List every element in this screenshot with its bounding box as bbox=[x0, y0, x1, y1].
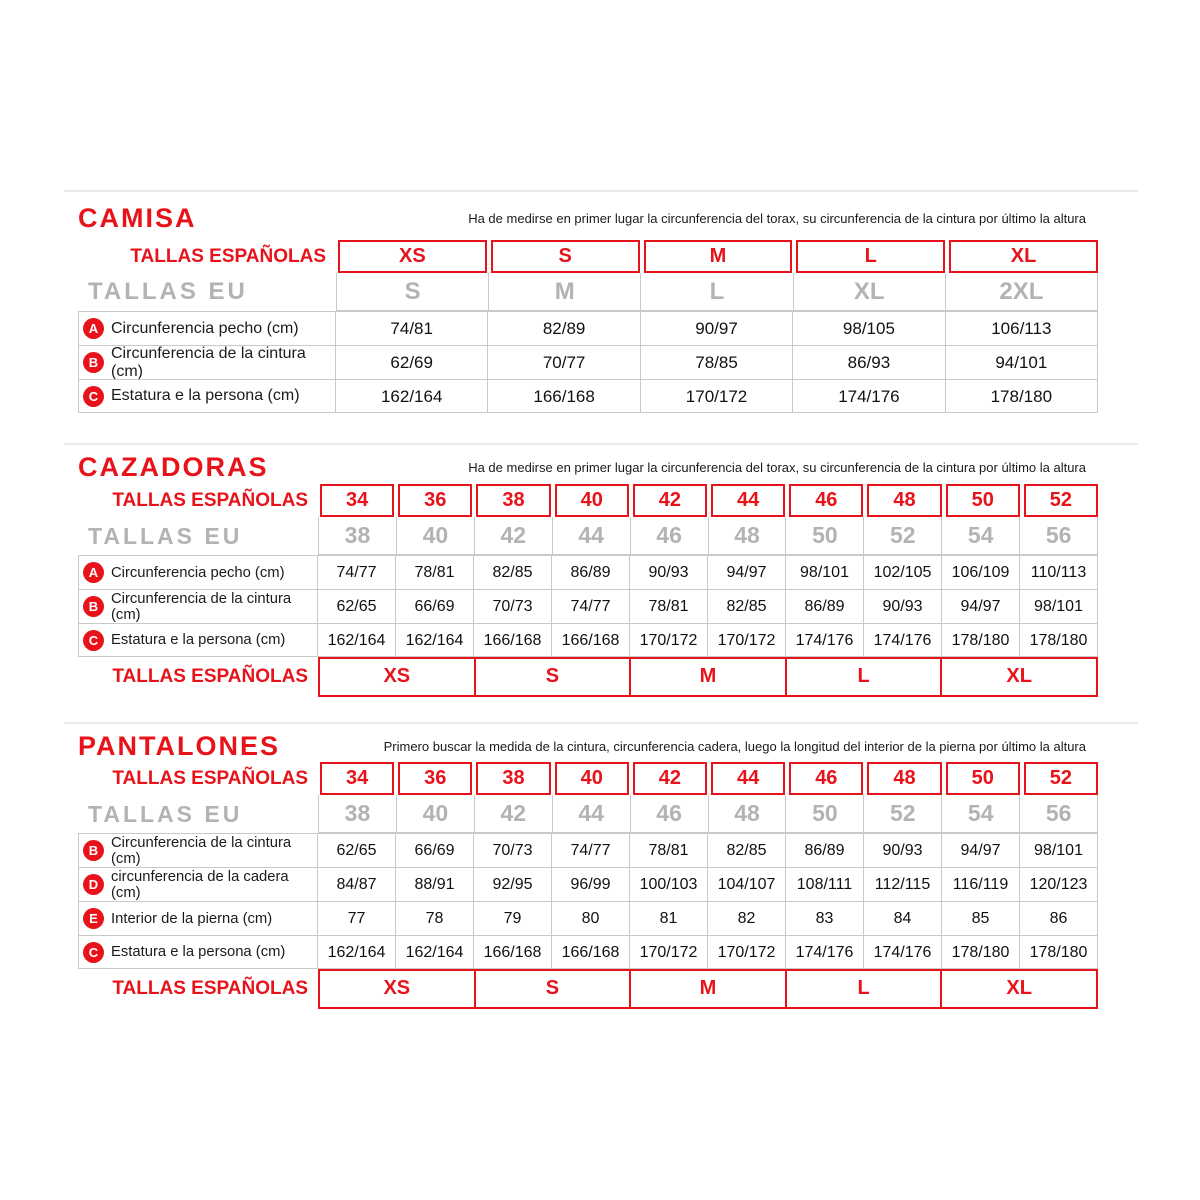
measure-label-text: Interior de la pierna (cm) bbox=[111, 910, 273, 927]
badge-c-icon: C bbox=[83, 942, 104, 963]
badge-b-icon: B bbox=[83, 352, 104, 373]
es-size-cell: 40 bbox=[555, 762, 629, 795]
eu-size-cell: 50 bbox=[786, 795, 864, 833]
letter-sizes-row bbox=[78, 657, 1098, 697]
es-size-cell: 42 bbox=[633, 484, 707, 517]
measure-value-cell: 102/105 bbox=[864, 555, 942, 589]
measure-value-cell: 62/69 bbox=[336, 345, 488, 379]
measure-value-cell: 86/89 bbox=[786, 833, 864, 867]
eu-size-cell: 46 bbox=[631, 795, 709, 833]
es-size-cell: 50 bbox=[946, 762, 1020, 795]
measure-value-cell: 90/93 bbox=[864, 589, 942, 623]
measure-value-cell: 96/99 bbox=[552, 867, 630, 901]
eu-size-cell: XL bbox=[794, 273, 946, 311]
eu-sizes-row bbox=[78, 517, 1098, 555]
measure-value-cell: 98/105 bbox=[793, 311, 945, 345]
eu-sizes-label: TALLAS EU bbox=[88, 278, 248, 305]
eu-size-cell: 38 bbox=[318, 795, 397, 833]
measure-value-cell: 88/91 bbox=[396, 867, 474, 901]
measure-value-cell: 170/172 bbox=[708, 935, 786, 969]
measure-label-text: Estatura e la persona (cm) bbox=[111, 944, 286, 960]
measure-value-cell: 162/164 bbox=[396, 623, 474, 657]
measure-row-label bbox=[78, 901, 318, 935]
eu-size-cell: 56 bbox=[1020, 517, 1098, 555]
measure-value-cell: 74/81 bbox=[336, 311, 488, 345]
measure-value-cell: 66/69 bbox=[396, 833, 474, 867]
es-size-cell: 36 bbox=[398, 484, 472, 517]
measure-value-cell: 85 bbox=[942, 901, 1020, 935]
spanish-sizes-label: TALLAS ESPAÑOLAS bbox=[112, 666, 308, 687]
measure-value-cell: 174/176 bbox=[786, 623, 864, 657]
measure-value-cell: 98/101 bbox=[1020, 589, 1098, 623]
badge-d-icon: D bbox=[83, 874, 104, 895]
measure-value-cell: 70/77 bbox=[488, 345, 640, 379]
es-size-cell: 50 bbox=[946, 484, 1020, 517]
measure-row bbox=[78, 311, 1098, 345]
eu-size-cell: 50 bbox=[786, 517, 864, 555]
measure-label-text: Circunferencia de la cintura (cm) bbox=[111, 834, 292, 867]
section-divider bbox=[64, 722, 1138, 724]
measure-value-cell: 120/123 bbox=[1020, 867, 1098, 901]
measure-value-cell: 84/87 bbox=[318, 867, 396, 901]
es-size-cell: 44 bbox=[711, 484, 785, 517]
measure-value-cell: 82/85 bbox=[474, 555, 552, 589]
section-description: Primero buscar la medida de la cintura, circunferencia cadera, luego la longitud del interior de la pierna por último la altura bbox=[383, 739, 1086, 754]
letter-size-cell: XL bbox=[940, 657, 1098, 697]
measure-value-cell: 170/172 bbox=[630, 935, 708, 969]
section-header-pantalones bbox=[78, 731, 1098, 762]
badge-a-icon: A bbox=[83, 318, 104, 339]
eu-sizes-row bbox=[78, 273, 1098, 311]
eu-size-cell: 52 bbox=[864, 517, 942, 555]
es-size-cell: S bbox=[491, 240, 640, 273]
measure-value-cell: 86/89 bbox=[552, 555, 630, 589]
measure-value-cell: 78/85 bbox=[641, 345, 793, 379]
section-header-camisa bbox=[78, 203, 1098, 234]
eu-size-cell: 54 bbox=[942, 795, 1020, 833]
measure-value-cell: 178/180 bbox=[1020, 623, 1098, 657]
eu-size-cell: 42 bbox=[475, 517, 553, 555]
eu-size-cell: L bbox=[641, 273, 793, 311]
eu-size-cell: 42 bbox=[475, 795, 553, 833]
measure-row-label bbox=[78, 589, 318, 623]
eu-size-cell: S bbox=[336, 273, 489, 311]
measure-value-cell: 104/107 bbox=[708, 867, 786, 901]
measure-row-label bbox=[78, 867, 318, 901]
eu-size-cell: 44 bbox=[553, 795, 631, 833]
measure-value-cell: 178/180 bbox=[946, 379, 1098, 413]
measure-row bbox=[78, 555, 1098, 589]
eu-size-cell: 38 bbox=[318, 517, 397, 555]
measure-value-cell: 98/101 bbox=[786, 555, 864, 589]
measure-value-cell: 82/85 bbox=[708, 833, 786, 867]
measure-value-cell: 174/176 bbox=[793, 379, 945, 413]
measure-row bbox=[78, 379, 1098, 413]
measure-value-cell: 112/115 bbox=[864, 867, 942, 901]
es-size-cell: 38 bbox=[476, 762, 550, 795]
measure-value-cell: 70/73 bbox=[474, 589, 552, 623]
measure-value-cell: 178/180 bbox=[1020, 935, 1098, 969]
badge-c-icon: C bbox=[83, 630, 104, 651]
measure-value-cell: 90/93 bbox=[630, 555, 708, 589]
measure-value-cell: 162/164 bbox=[336, 379, 488, 413]
measure-value-cell: 106/109 bbox=[942, 555, 1020, 589]
es-size-cell: 34 bbox=[320, 762, 394, 795]
size-table-camisa bbox=[78, 240, 1098, 413]
spanish-sizes-row bbox=[78, 484, 1098, 517]
letter-size-cell: S bbox=[474, 657, 632, 697]
eu-sizes-label: TALLAS EU bbox=[88, 801, 243, 827]
section-title: PANTALONES bbox=[78, 731, 280, 761]
es-size-cell: XS bbox=[338, 240, 487, 273]
badge-e-icon: E bbox=[83, 908, 104, 929]
letter-size-cell: XS bbox=[318, 969, 476, 1009]
measure-value-cell: 94/101 bbox=[946, 345, 1098, 379]
measure-value-cell: 162/164 bbox=[318, 623, 396, 657]
letter-size-cell: M bbox=[629, 657, 787, 697]
eu-size-cell: 44 bbox=[553, 517, 631, 555]
measure-value-cell: 166/168 bbox=[474, 935, 552, 969]
measure-value-cell: 66/69 bbox=[396, 589, 474, 623]
es-size-cell: 34 bbox=[320, 484, 394, 517]
measure-value-cell: 162/164 bbox=[318, 935, 396, 969]
measure-value-cell: 100/103 bbox=[630, 867, 708, 901]
measure-value-cell: 166/168 bbox=[552, 623, 630, 657]
letter-size-cell: XS bbox=[318, 657, 476, 697]
measure-row bbox=[78, 345, 1098, 379]
letter-size-cell: M bbox=[629, 969, 787, 1009]
eu-size-cell: 54 bbox=[942, 517, 1020, 555]
measure-label-text: Estatura e la persona (cm) bbox=[111, 387, 300, 404]
section-title: CAZADORAS bbox=[78, 452, 269, 482]
measure-value-cell: 74/77 bbox=[552, 589, 630, 623]
measure-value-cell: 78 bbox=[396, 901, 474, 935]
measure-value-cell: 166/168 bbox=[552, 935, 630, 969]
measure-value-cell: 90/93 bbox=[864, 833, 942, 867]
es-size-cell: 52 bbox=[1024, 762, 1098, 795]
measure-value-cell: 178/180 bbox=[942, 935, 1020, 969]
spanish-sizes-label: TALLAS ESPAÑOLAS bbox=[112, 768, 308, 789]
es-size-cell: 48 bbox=[867, 762, 941, 795]
eu-size-cell: 52 bbox=[864, 795, 942, 833]
measure-value-cell: 94/97 bbox=[942, 833, 1020, 867]
section-description: Ha de medirse en primer lugar la circunferencia del torax, su circunferencia de la cintura por último la altura bbox=[468, 211, 1086, 226]
measure-value-cell: 86 bbox=[1020, 901, 1098, 935]
measure-label-text: Estatura e la persona (cm) bbox=[111, 632, 286, 648]
badge-b-icon: B bbox=[83, 596, 104, 617]
measure-row-label bbox=[78, 833, 318, 867]
eu-size-cell: M bbox=[489, 273, 641, 311]
size-table-cazadoras bbox=[78, 484, 1098, 697]
section-divider bbox=[64, 443, 1138, 445]
badge-a-icon: A bbox=[83, 562, 104, 583]
measure-value-cell: 108/111 bbox=[786, 867, 864, 901]
measure-value-cell: 78/81 bbox=[396, 555, 474, 589]
measure-label-text: Circunferencia de la cintura (cm) bbox=[111, 590, 292, 623]
eu-size-cell: 48 bbox=[709, 517, 787, 555]
es-size-cell: 38 bbox=[476, 484, 550, 517]
eu-size-cell: 40 bbox=[397, 795, 475, 833]
measure-value-cell: 170/172 bbox=[708, 623, 786, 657]
spanish-sizes-label: TALLAS ESPAÑOLAS bbox=[130, 246, 326, 267]
measure-value-cell: 82/89 bbox=[488, 311, 640, 345]
size-table-pantalones bbox=[78, 762, 1098, 1009]
measure-value-cell: 77 bbox=[318, 901, 396, 935]
measure-value-cell: 98/101 bbox=[1020, 833, 1098, 867]
measure-value-cell: 178/180 bbox=[942, 623, 1020, 657]
measure-value-cell: 78/81 bbox=[630, 589, 708, 623]
measure-row bbox=[78, 867, 1098, 901]
measure-label-text: Circunferencia pecho (cm) bbox=[111, 319, 299, 337]
measure-value-cell: 90/97 bbox=[641, 311, 793, 345]
measure-value-cell: 106/113 bbox=[946, 311, 1098, 345]
measure-row-label bbox=[78, 555, 318, 589]
measure-value-cell: 86/89 bbox=[786, 589, 864, 623]
eu-sizes-row bbox=[78, 795, 1098, 833]
eu-sizes-label: TALLAS EU bbox=[88, 523, 243, 549]
letter-size-cell: L bbox=[785, 657, 943, 697]
spanish-sizes-row bbox=[78, 240, 1098, 273]
measure-value-cell: 86/93 bbox=[793, 345, 945, 379]
es-size-cell: 36 bbox=[398, 762, 472, 795]
measure-value-cell: 174/176 bbox=[786, 935, 864, 969]
measure-label-text: Circunferencia pecho (cm) bbox=[111, 564, 285, 581]
es-size-cell: L bbox=[796, 240, 945, 273]
spanish-sizes-label: TALLAS ESPAÑOLAS bbox=[112, 978, 308, 999]
eu-size-cell: 40 bbox=[397, 517, 475, 555]
eu-size-cell: 46 bbox=[631, 517, 709, 555]
es-size-cell: 42 bbox=[633, 762, 707, 795]
section-title: CAMISA bbox=[78, 203, 197, 233]
measure-row-label bbox=[78, 623, 318, 657]
measure-value-cell: 94/97 bbox=[942, 589, 1020, 623]
measure-row bbox=[78, 901, 1098, 935]
measure-value-cell: 70/73 bbox=[474, 833, 552, 867]
letter-size-cell: XL bbox=[940, 969, 1098, 1009]
measure-value-cell: 92/95 bbox=[474, 867, 552, 901]
es-size-cell: 46 bbox=[789, 762, 863, 795]
measure-row bbox=[78, 623, 1098, 657]
measure-row bbox=[78, 935, 1098, 969]
measure-value-cell: 162/164 bbox=[396, 935, 474, 969]
es-size-cell: M bbox=[644, 240, 793, 273]
badge-b-icon: B bbox=[83, 840, 104, 861]
measure-value-cell: 84 bbox=[864, 901, 942, 935]
measure-value-cell: 62/65 bbox=[318, 833, 396, 867]
measure-value-cell: 80 bbox=[552, 901, 630, 935]
measure-value-cell: 166/168 bbox=[474, 623, 552, 657]
measure-value-cell: 116/119 bbox=[942, 867, 1020, 901]
eu-size-cell: 48 bbox=[709, 795, 787, 833]
measure-value-cell: 170/172 bbox=[641, 379, 793, 413]
measure-value-cell: 82/85 bbox=[708, 589, 786, 623]
es-size-cell: 44 bbox=[711, 762, 785, 795]
eu-size-cell: 56 bbox=[1020, 795, 1098, 833]
spanish-sizes-label: TALLAS ESPAÑOLAS bbox=[112, 490, 308, 511]
measure-label-text: circunferencia de la cadera (cm) bbox=[111, 868, 289, 901]
measure-row-label bbox=[78, 311, 336, 345]
measure-value-cell: 62/65 bbox=[318, 589, 396, 623]
section-divider bbox=[64, 190, 1138, 192]
spanish-sizes-row bbox=[78, 762, 1098, 795]
measure-value-cell: 82 bbox=[708, 901, 786, 935]
letter-sizes-row bbox=[78, 969, 1098, 1009]
measure-value-cell: 83 bbox=[786, 901, 864, 935]
measure-row-label bbox=[78, 345, 336, 379]
measure-value-cell: 110/113 bbox=[1020, 555, 1098, 589]
es-size-cell: 40 bbox=[555, 484, 629, 517]
measure-value-cell: 94/97 bbox=[708, 555, 786, 589]
measure-value-cell: 81 bbox=[630, 901, 708, 935]
measure-value-cell: 170/172 bbox=[630, 623, 708, 657]
letter-size-cell: S bbox=[474, 969, 632, 1009]
es-size-cell: 46 bbox=[789, 484, 863, 517]
measure-value-cell: 78/81 bbox=[630, 833, 708, 867]
measure-row bbox=[78, 833, 1098, 867]
measure-value-cell: 174/176 bbox=[864, 935, 942, 969]
measure-row-label bbox=[78, 379, 336, 413]
badge-c-icon: C bbox=[83, 386, 104, 407]
measure-value-cell: 174/176 bbox=[864, 623, 942, 657]
section-description: Ha de medirse en primer lugar la circunferencia del torax, su circunferencia de la cintura por último la altura bbox=[468, 460, 1086, 475]
measure-label-text: Circunferencia de la cintura (cm) bbox=[111, 344, 306, 380]
section-header-cazadoras bbox=[78, 452, 1098, 483]
measure-value-cell: 79 bbox=[474, 901, 552, 935]
es-size-cell: 52 bbox=[1024, 484, 1098, 517]
letter-size-cell: L bbox=[785, 969, 943, 1009]
measure-row bbox=[78, 589, 1098, 623]
es-size-cell: XL bbox=[949, 240, 1098, 273]
measure-value-cell: 166/168 bbox=[488, 379, 640, 413]
measure-row-label bbox=[78, 935, 318, 969]
measure-value-cell: 74/77 bbox=[552, 833, 630, 867]
es-size-cell: 48 bbox=[867, 484, 941, 517]
eu-size-cell: 2XL bbox=[946, 273, 1098, 311]
measure-value-cell: 74/77 bbox=[318, 555, 396, 589]
